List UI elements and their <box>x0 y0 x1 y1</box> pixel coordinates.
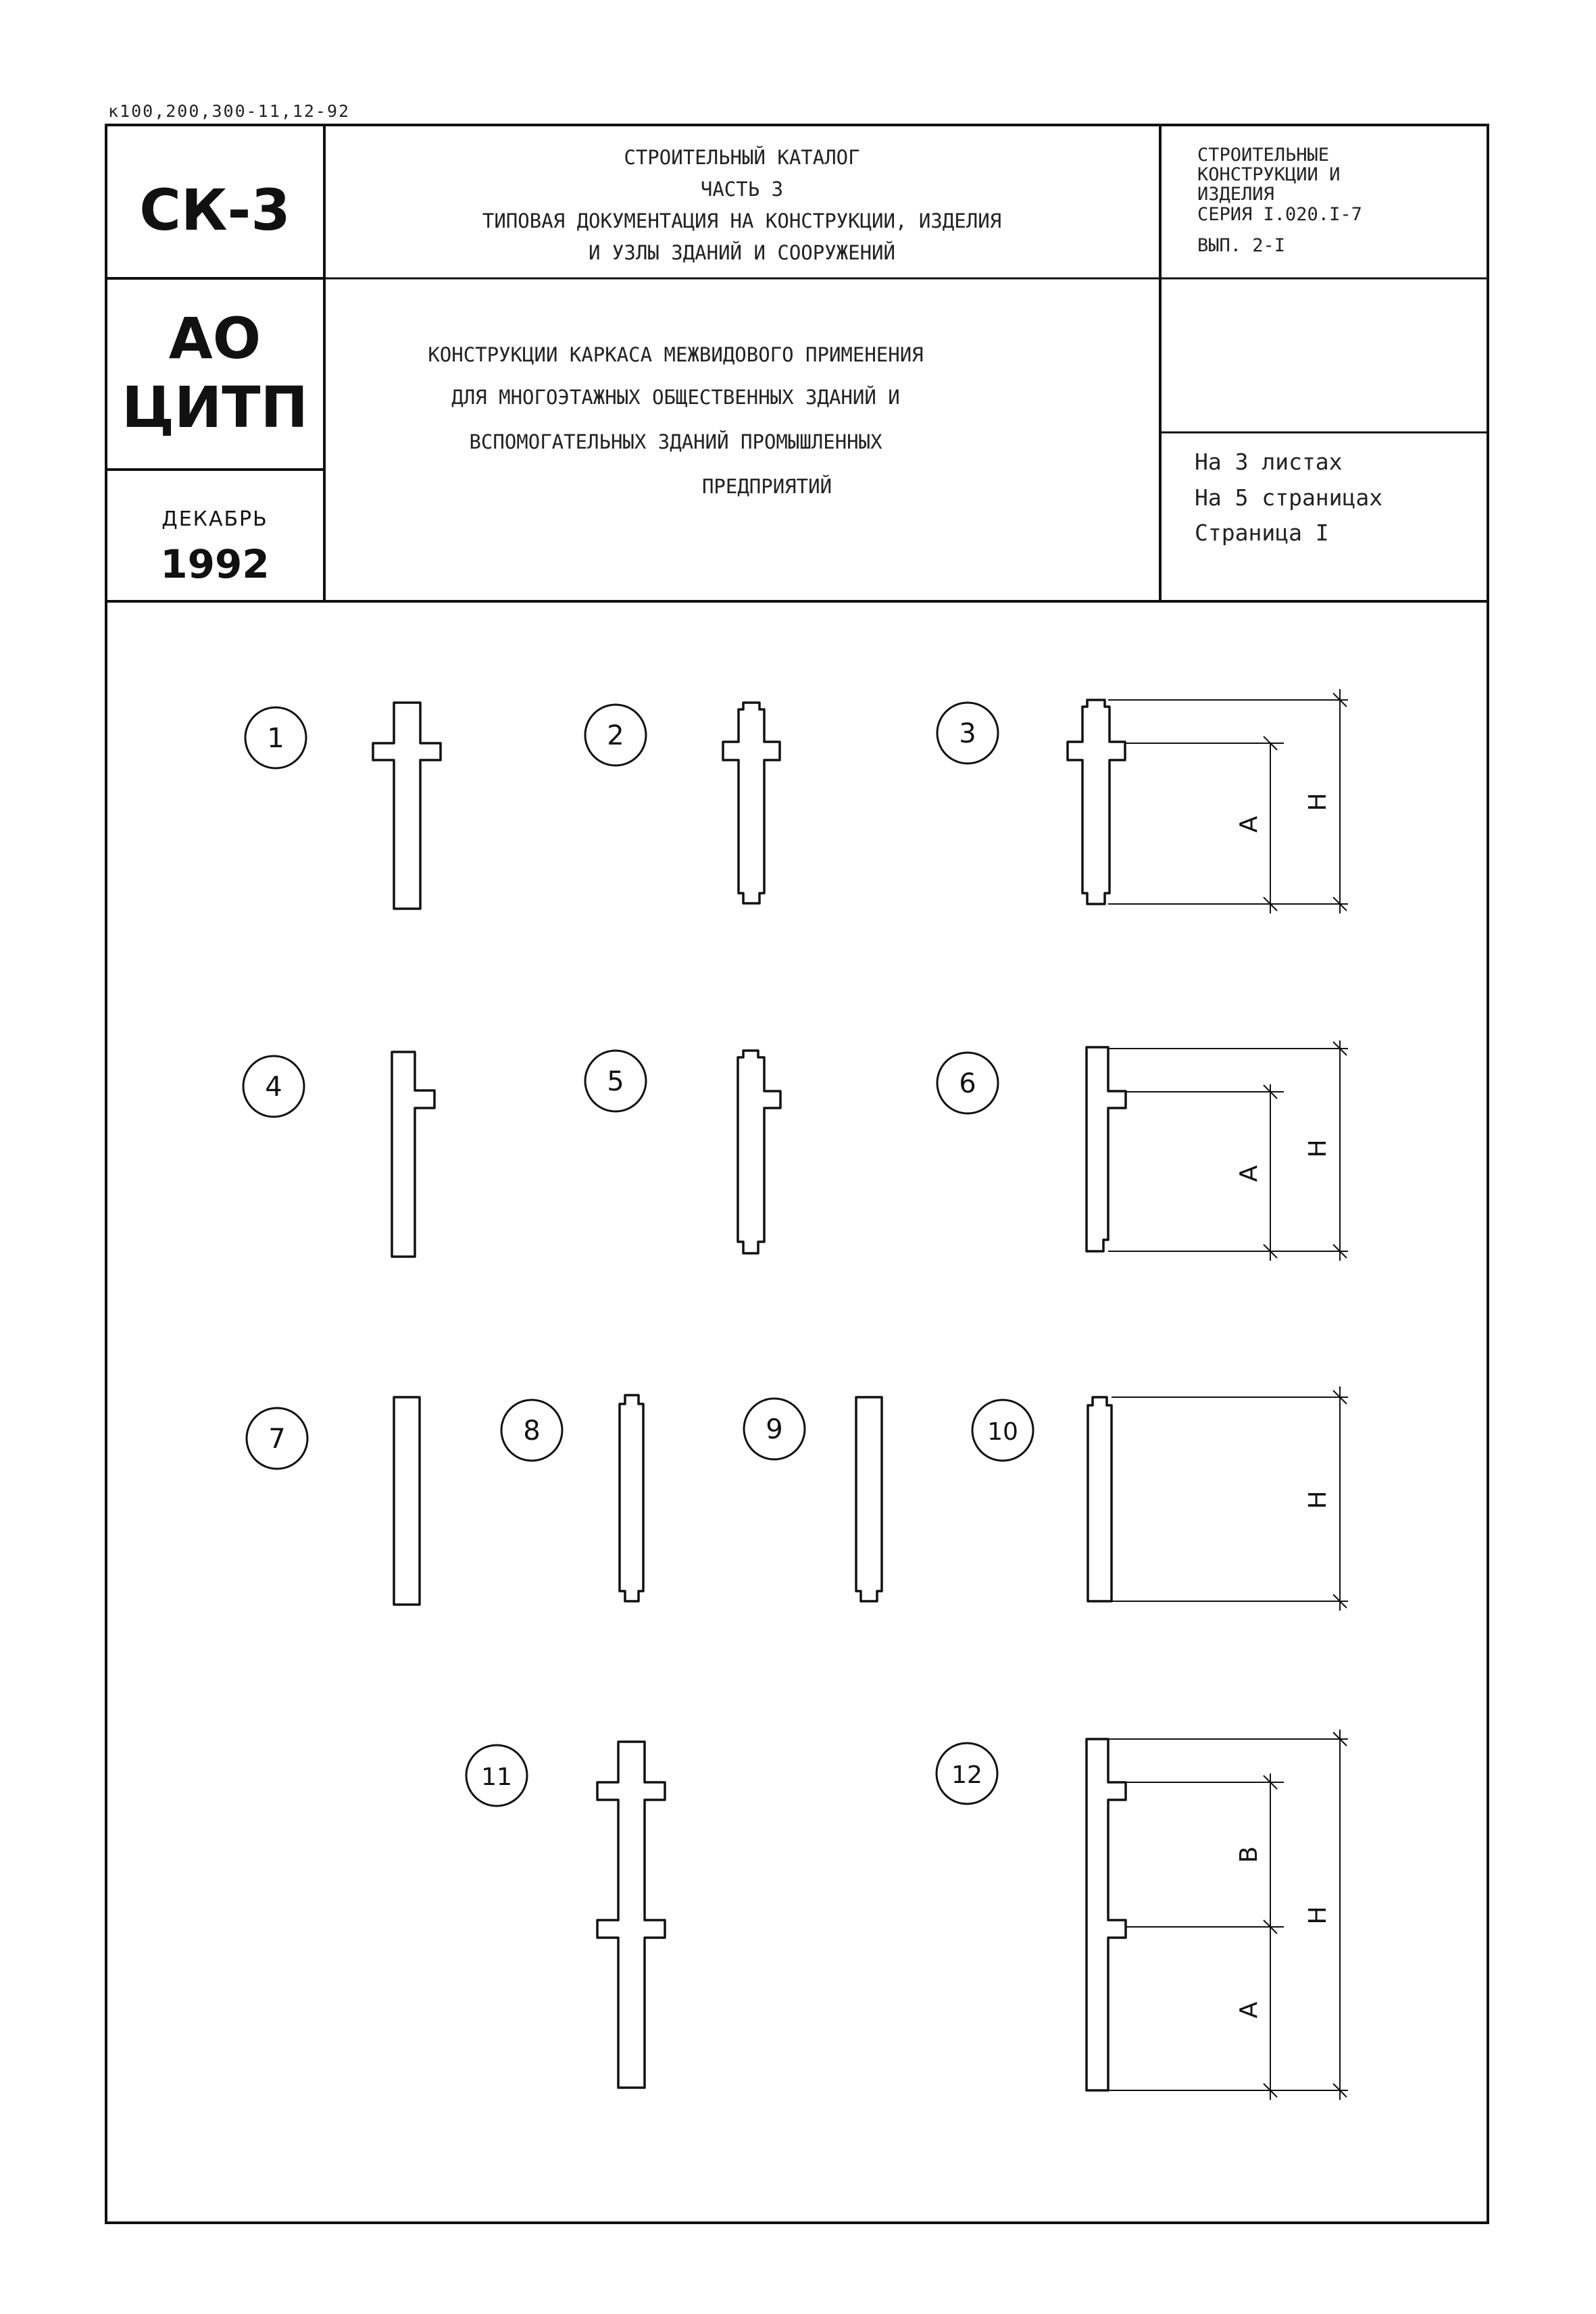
column-number-10: 10 <box>987 1418 1018 1446</box>
column-number-12: 12 <box>951 1761 982 1789</box>
section-info-line2: КОНСТРУКЦИИ И <box>1197 164 1341 185</box>
document-code: к100,200,300-11,12-92 <box>108 101 351 121</box>
document-title-line2: ДЛЯ МНОГОЭТАЖНЫХ ОБЩЕСТВЕННЫХ ЗДАНИЙ И <box>451 386 900 409</box>
catalog-title-line4: И УЗЛЫ ЗДАНИЙ И СООРУЖЕНИЙ <box>589 241 895 264</box>
column-3-outline <box>1068 700 1125 904</box>
page-number: Страница I <box>1195 520 1329 546</box>
catalog-title-line1: СТРОИТЕЛЬНЫЙ КАТАЛОГ <box>624 146 860 169</box>
dim-h-6: Н <box>1304 1139 1332 1158</box>
column-9-outline <box>856 1397 882 1601</box>
sheets-count: На 3 листах <box>1195 449 1343 475</box>
pages-count: На 5 страницах <box>1195 484 1383 511</box>
column-5-outline <box>738 1051 780 1253</box>
column-number-5: 5 <box>607 1066 624 1097</box>
org-name-line2: ЦИТП <box>122 374 308 441</box>
column-number-4: 4 <box>265 1072 282 1103</box>
dim-a-3: А <box>1235 815 1263 833</box>
column-4-outline <box>392 1052 434 1257</box>
column-diagrams <box>373 700 1126 2090</box>
column-6-outline <box>1087 1047 1126 1251</box>
catalog-title-line3: ТИПОВАЯ ДОКУМЕНТАЦИЯ НА КОНСТРУКЦИИ, ИЗДЕЛИЯ <box>482 209 1002 232</box>
column-number-9: 9 <box>766 1414 783 1445</box>
dim-b-12: В <box>1235 1846 1263 1863</box>
column-number-1: 1 <box>267 723 284 754</box>
column-12-outline <box>1087 1739 1126 2090</box>
column-number-11: 11 <box>481 1763 512 1791</box>
dim-h-12: Н <box>1304 1906 1332 1925</box>
column-number-6: 6 <box>959 1068 976 1099</box>
column-11-outline <box>597 1742 665 2088</box>
org-name-line1: АО <box>168 305 261 372</box>
number-circles <box>243 703 1033 1806</box>
column-number-7: 7 <box>268 1424 286 1455</box>
section-info-line3: ИЗДЕЛИЯ <box>1197 184 1274 205</box>
document-title-line4: ПРЕДПРИЯТИЙ <box>701 475 832 498</box>
dimension-lines <box>1108 689 1348 2100</box>
column-number-8: 8 <box>523 1415 541 1447</box>
dim-a-12: А <box>1235 2001 1263 2019</box>
column-8-outline <box>620 1395 643 1601</box>
column-2-outline <box>723 703 780 903</box>
issue-year: 1992 <box>160 541 270 587</box>
document-title-line3: ВСПОМОГАТЕЛЬНЫХ ЗДАНИЙ ПРОМЫШЛЕННЫХ <box>469 430 882 453</box>
column-1-outline <box>373 703 441 909</box>
dim-a-6: А <box>1235 1165 1263 1182</box>
column-10-outline <box>1088 1397 1112 1601</box>
document-title-line1: КОНСТРУКЦИИ КАРКАСА МЕЖВИДОВОГО ПРИМЕНЕНИЯ <box>428 343 924 366</box>
column-number-2: 2 <box>607 720 624 751</box>
column-7-outline <box>394 1397 420 1605</box>
catalog-mark: СК-3 <box>139 177 291 243</box>
section-info-line5: ВЫП. 2-I <box>1197 235 1286 256</box>
section-info-line1: СТРОИТЕЛЬНЫЕ <box>1197 145 1330 166</box>
dim-h-10: Н <box>1304 1490 1332 1509</box>
dim-h-3: Н <box>1304 793 1332 811</box>
issue-month: ДЕКАБРЬ <box>161 507 268 531</box>
catalog-title-line2: ЧАСТЬ 3 <box>700 178 784 201</box>
column-number-3: 3 <box>959 718 976 749</box>
section-info-line4: СЕРИЯ I.020.I-7 <box>1197 204 1362 225</box>
